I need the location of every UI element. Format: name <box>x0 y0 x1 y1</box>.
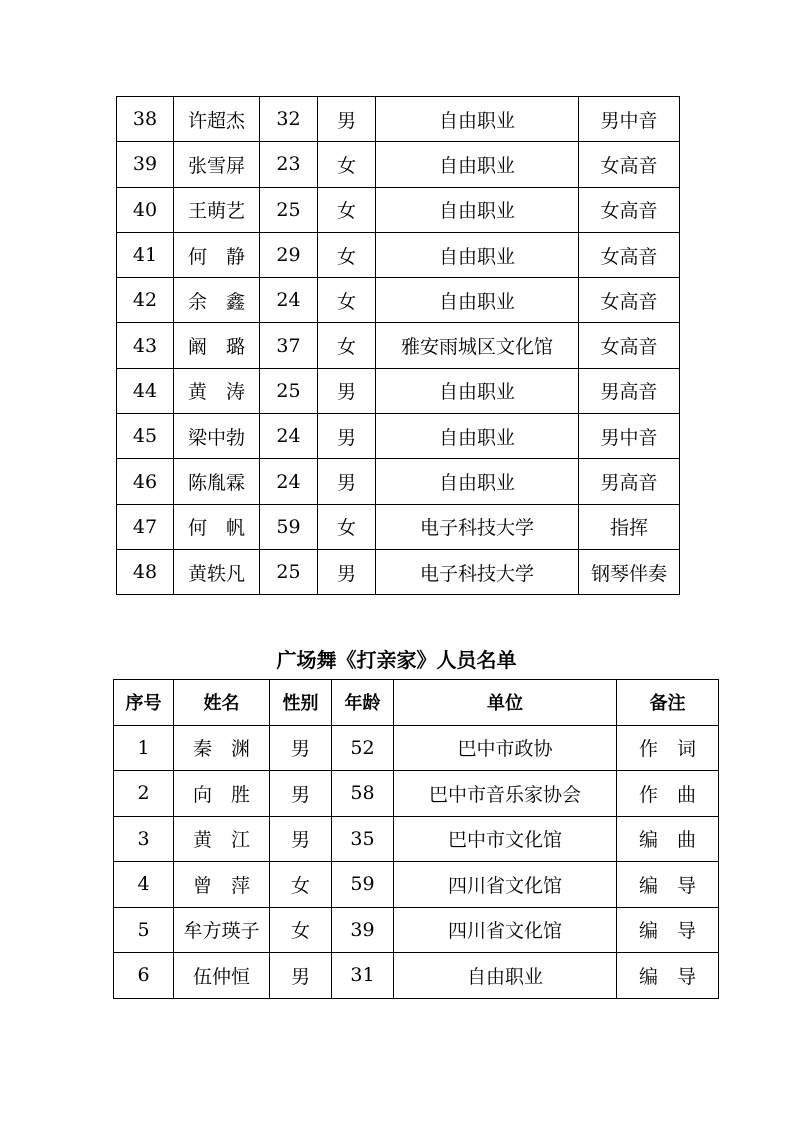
cell-gender: 男 <box>318 414 376 459</box>
cell-gender: 女 <box>318 232 376 277</box>
cell-age: 59 <box>332 862 394 908</box>
section-title: 广场舞《打亲家》人员名单 <box>276 648 517 672</box>
cell-age: 24 <box>260 278 318 323</box>
cell-no: 5 <box>114 907 174 953</box>
cell-role: 钢琴伴奏 <box>579 549 680 594</box>
cell-name: 梁中勃 <box>174 414 260 459</box>
cell-unit: 自由职业 <box>376 459 579 504</box>
cell-unit: 自由职业 <box>394 953 617 999</box>
cell-name: 秦 渊 <box>174 725 270 771</box>
cell-gender: 女 <box>270 862 332 908</box>
cell-gender: 女 <box>318 504 376 549</box>
header-unit: 单位 <box>394 680 617 726</box>
table-row <box>114 725 719 771</box>
cell-gender: 女 <box>318 187 376 232</box>
header-name: 姓名 <box>174 680 270 726</box>
table-row <box>117 504 680 549</box>
cell-age: 52 <box>332 725 394 771</box>
cell-age: 25 <box>260 187 318 232</box>
cell-unit: 电子科技大学 <box>376 549 579 594</box>
table-row <box>114 816 719 862</box>
cell-age: 23 <box>260 142 318 187</box>
header-age: 年龄 <box>332 680 394 726</box>
cell-age: 29 <box>260 232 318 277</box>
cell-name: 王萌艺 <box>174 187 260 232</box>
cell-no: 41 <box>117 232 174 277</box>
cell-no: 4 <box>114 862 174 908</box>
cell-no: 45 <box>117 414 174 459</box>
cell-age: 31 <box>332 953 394 999</box>
cell-gender: 女 <box>270 907 332 953</box>
cell-gender: 男 <box>318 368 376 413</box>
header-no: 序号 <box>114 680 174 726</box>
cell-gender: 男 <box>270 725 332 771</box>
table-row <box>117 459 680 504</box>
cell-unit: 自由职业 <box>376 142 579 187</box>
cell-unit: 四川省文化馆 <box>394 862 617 908</box>
cell-role: 男高音 <box>579 368 680 413</box>
table-row <box>117 278 680 323</box>
cell-no: 47 <box>117 504 174 549</box>
staff-table-body <box>114 725 719 998</box>
cell-unit: 雅安雨城区文化馆 <box>376 323 579 368</box>
header-gender: 性别 <box>270 680 332 726</box>
cell-age: 39 <box>332 907 394 953</box>
cell-no: 1 <box>114 725 174 771</box>
table-row <box>114 953 719 999</box>
cell-no: 43 <box>117 323 174 368</box>
table-row <box>117 97 680 142</box>
table-row <box>117 187 680 232</box>
cell-gender: 男 <box>318 97 376 142</box>
cell-name: 黄 涛 <box>174 368 260 413</box>
cell-remark: 作 曲 <box>617 771 719 817</box>
cell-no: 2 <box>114 771 174 817</box>
cell-name: 阚 璐 <box>174 323 260 368</box>
cell-age: 32 <box>260 97 318 142</box>
cell-no: 42 <box>117 278 174 323</box>
cell-age: 25 <box>260 368 318 413</box>
cell-age: 24 <box>260 459 318 504</box>
cell-role: 女高音 <box>579 323 680 368</box>
table-row <box>114 907 719 953</box>
table-row <box>117 414 680 459</box>
cell-role: 男高音 <box>579 459 680 504</box>
cell-gender: 女 <box>318 142 376 187</box>
cell-age: 37 <box>260 323 318 368</box>
cell-role: 女高音 <box>579 232 680 277</box>
cell-unit: 自由职业 <box>376 368 579 413</box>
cell-no: 44 <box>117 368 174 413</box>
cell-remark: 编 曲 <box>617 816 719 862</box>
cell-age: 58 <box>332 771 394 817</box>
cell-role: 男中音 <box>579 97 680 142</box>
cell-unit: 电子科技大学 <box>376 504 579 549</box>
cell-name: 黄轶凡 <box>174 549 260 594</box>
cell-role: 女高音 <box>579 187 680 232</box>
cell-no: 46 <box>117 459 174 504</box>
table-row <box>117 368 680 413</box>
cell-name: 牟方瑛子 <box>174 907 270 953</box>
staff-table-header <box>114 680 719 726</box>
cell-unit: 自由职业 <box>376 97 579 142</box>
cell-role: 女高音 <box>579 142 680 187</box>
cell-name: 黄 江 <box>174 816 270 862</box>
square-dance-staff-table <box>113 679 719 999</box>
cell-unit: 自由职业 <box>376 232 579 277</box>
cell-remark: 编 导 <box>617 907 719 953</box>
cell-gender: 男 <box>270 816 332 862</box>
cell-unit: 自由职业 <box>376 187 579 232</box>
cell-no: 40 <box>117 187 174 232</box>
cell-unit: 巴中市政协 <box>394 725 617 771</box>
table-row <box>117 323 680 368</box>
cell-role: 女高音 <box>579 278 680 323</box>
cell-name: 余 鑫 <box>174 278 260 323</box>
cell-name: 何 帆 <box>174 504 260 549</box>
cell-name: 伍仲恒 <box>174 953 270 999</box>
cell-name: 向 胜 <box>174 771 270 817</box>
cell-name: 许超杰 <box>174 97 260 142</box>
cell-gender: 男 <box>270 771 332 817</box>
cell-no: 6 <box>114 953 174 999</box>
cell-unit: 四川省文化馆 <box>394 907 617 953</box>
table-row <box>117 232 680 277</box>
cell-gender: 男 <box>318 459 376 504</box>
cell-remark: 作 词 <box>617 725 719 771</box>
performers-table-continued <box>116 96 680 595</box>
cell-no: 48 <box>117 549 174 594</box>
cell-no: 39 <box>117 142 174 187</box>
table-row <box>117 549 680 594</box>
cell-gender: 女 <box>318 278 376 323</box>
table-row <box>114 771 719 817</box>
cell-no: 3 <box>114 816 174 862</box>
cell-age: 24 <box>260 414 318 459</box>
cell-age: 59 <box>260 504 318 549</box>
cell-role: 指挥 <box>579 504 680 549</box>
cell-name: 陈胤霖 <box>174 459 260 504</box>
table-row <box>117 142 680 187</box>
table-row <box>114 862 719 908</box>
cell-gender: 女 <box>318 323 376 368</box>
cell-role: 男中音 <box>579 414 680 459</box>
cell-remark: 编 导 <box>617 953 719 999</box>
cell-name: 曾 萍 <box>174 862 270 908</box>
cell-remark: 编 导 <box>617 862 719 908</box>
cell-unit: 自由职业 <box>376 414 579 459</box>
cell-gender: 男 <box>270 953 332 999</box>
cell-unit: 巴中市音乐家协会 <box>394 771 617 817</box>
cell-no: 38 <box>117 97 174 142</box>
cell-name: 张雪屏 <box>174 142 260 187</box>
cell-unit: 巴中市文化馆 <box>394 816 617 862</box>
cell-gender: 男 <box>318 549 376 594</box>
cell-age: 35 <box>332 816 394 862</box>
cell-name: 何 静 <box>174 232 260 277</box>
performers-table-body <box>117 97 680 595</box>
header-row <box>114 680 719 726</box>
cell-unit: 自由职业 <box>376 278 579 323</box>
header-remark: 备注 <box>617 680 719 726</box>
cell-age: 25 <box>260 549 318 594</box>
